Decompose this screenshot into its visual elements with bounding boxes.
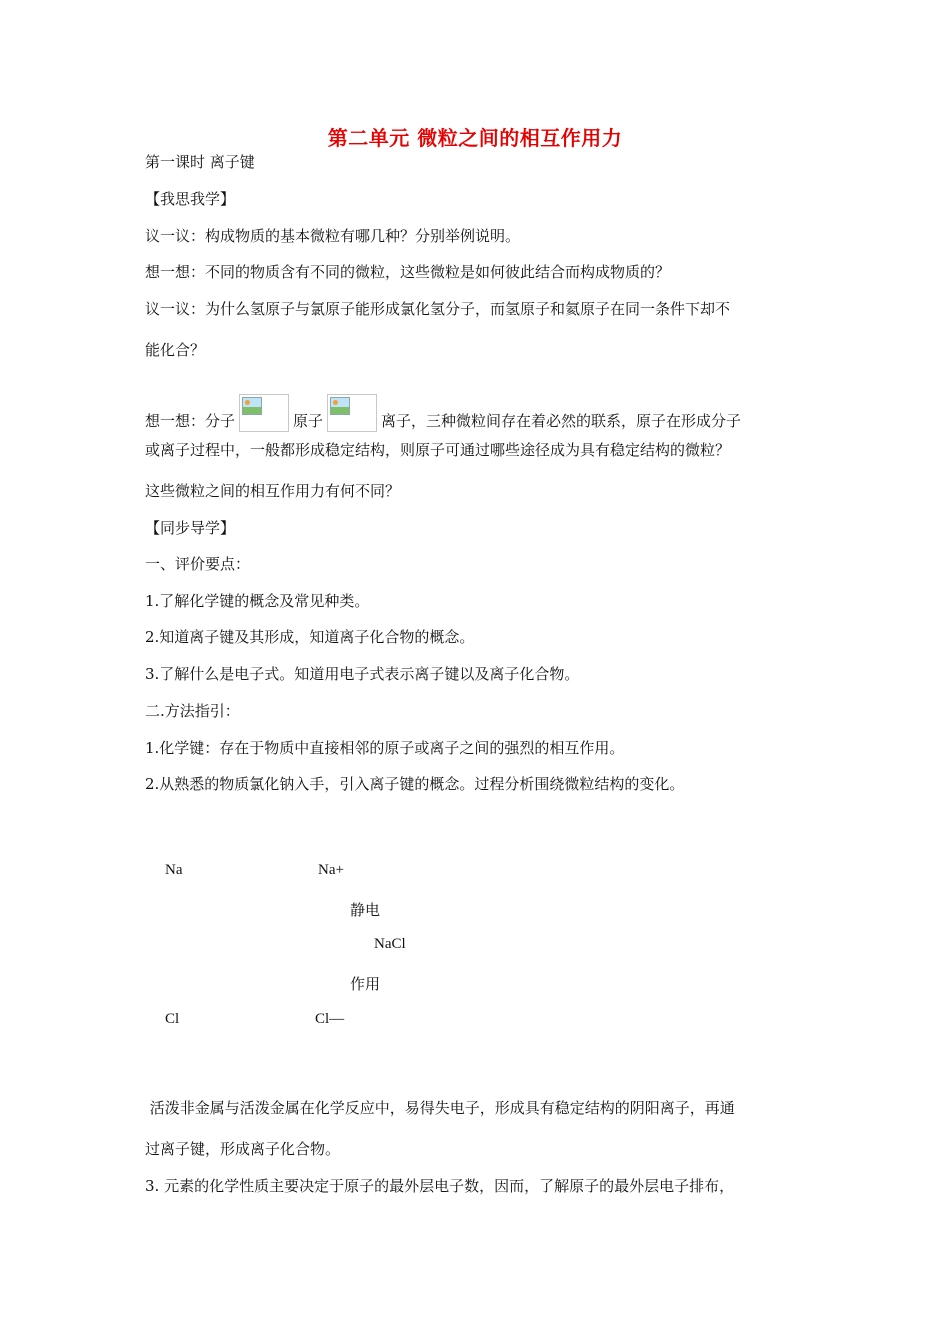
question-4-part-1: 想一想：分子 xyxy=(145,412,236,430)
question-3-line-1: 议一议：为什么氢原子与氯原子能形成氯化氢分子，而氢原子和氦原子在同一条件下却不 xyxy=(145,300,731,318)
broken-image-icon xyxy=(327,394,377,432)
diagram-cl-atom: Cl xyxy=(165,1011,180,1027)
explanation-line-1: 活泼非金属与活泼金属在化学反应中，易得失电子，形成具有稳定结构的阴阳离子，再通 xyxy=(145,1099,735,1117)
question-4-line-2: 或离子过程中，一般都形成稳定结构，则原子可通过哪些途径成为具有稳定结构的微粒？ xyxy=(145,441,731,459)
section-heading-sync-guide: 【同步导学】 xyxy=(145,519,236,537)
diagram-nacl: NaCl xyxy=(374,936,406,952)
point-1: 1.了解化学键的概念及常见种类。 xyxy=(145,592,370,610)
question-3-line-2: 能化合？ xyxy=(145,341,206,359)
diagram-action-label: 作用 xyxy=(350,977,381,993)
section-heading-think-learn: 【我思我学】 xyxy=(145,190,236,208)
question-2: 想一想：不同的物质含有不同的微粒，这些微粒是如何彼此结合而构成物质的？ xyxy=(145,263,671,281)
question-4-line-3: 这些微粒之间的相互作用力有何不同？ xyxy=(145,482,401,500)
point-3: 3.了解什么是电子式。知道用电子式表示离子键以及离子化合物。 xyxy=(145,665,580,683)
question-4-part-2: 原子 xyxy=(293,412,324,430)
diagram-na-atom: Na xyxy=(165,862,183,878)
explanation-line-2: 过离子键，形成离子化合物。 xyxy=(145,1140,341,1158)
method-1: 1.化学键：存在于物质中直接相邻的原子或离子之间的强烈的相互作用。 xyxy=(145,739,625,757)
broken-image-icon xyxy=(239,394,289,432)
point-2: 2.知道离子键及其形成，知道离子化合物的概念。 xyxy=(145,628,475,646)
heading-evaluation-points: 一、评价要点： xyxy=(145,555,251,573)
method-2: 2.从熟悉的物质氯化钠入手，引入离子键的概念。过程分析围绕微粒结构的变化。 xyxy=(145,775,685,793)
method-3: 3. 元素的化学性质主要决定于原子的最外层电子数，因而，了解原子的最外层电子排布， xyxy=(145,1177,735,1195)
diagram-cl-ion: Cl— xyxy=(315,1011,345,1027)
heading-method-guide: 二.方法指引： xyxy=(145,702,240,720)
diagram-static-label: 静电 xyxy=(350,903,381,919)
lesson-subtitle: 第一课时 离子键 xyxy=(145,153,255,171)
question-1: 议一议：构成物质的基本微粒有哪几种？分别举例说明。 xyxy=(145,227,521,245)
document-title: 第二单元 微粒之间的相互作用力 xyxy=(327,126,623,150)
question-4-part-3: 离子，三种微粒间存在着必然的联系，原子在形成分子 xyxy=(381,412,742,430)
question-4-line-1 xyxy=(145,394,741,432)
diagram-na-ion: Na+ xyxy=(318,862,344,878)
